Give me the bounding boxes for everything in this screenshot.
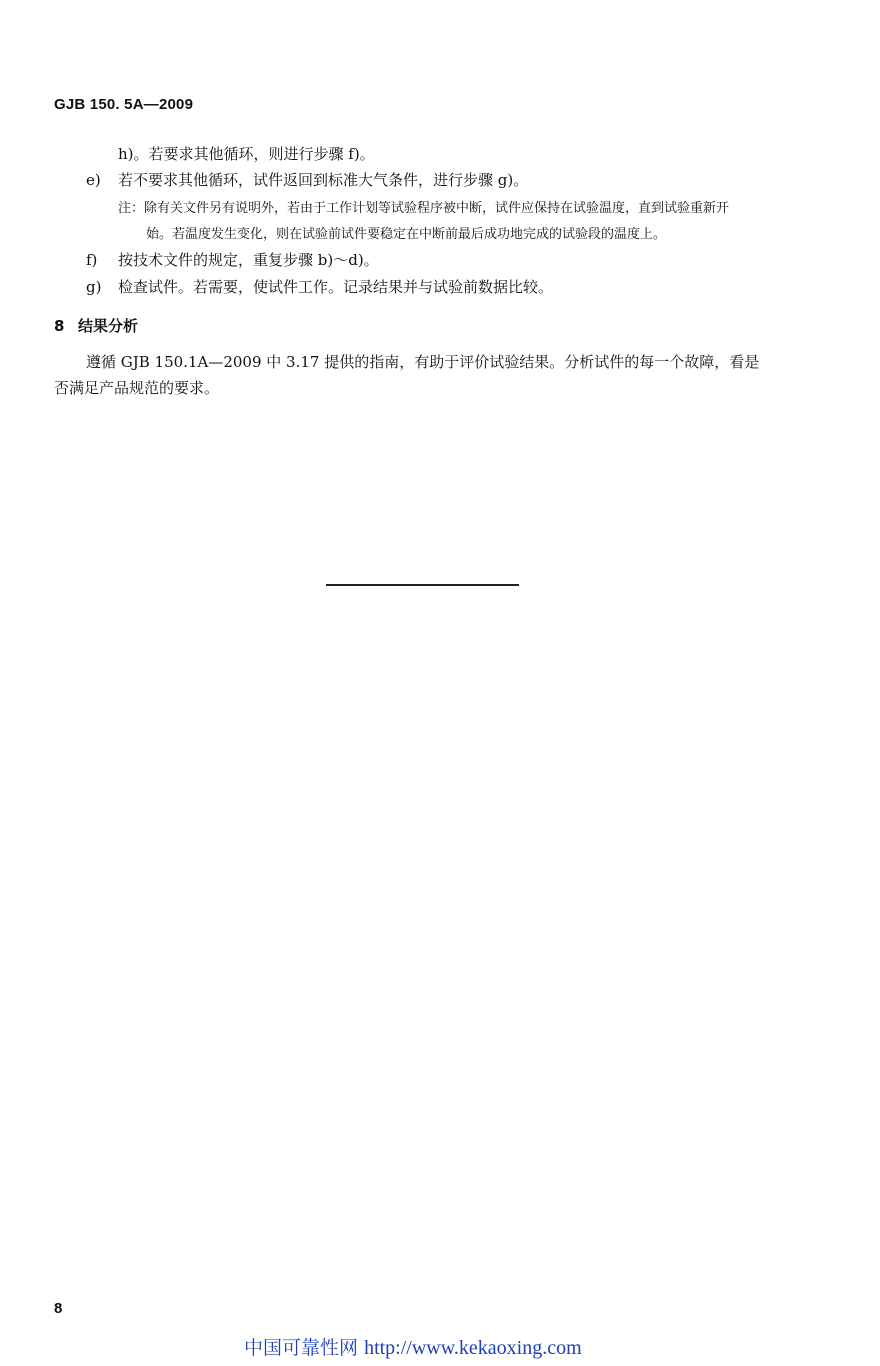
list-item-text: 检查试件。若需要，使试件工作。记录结果并与试验前数据比较。 [118,278,554,296]
list-item-label: f) [86,251,98,269]
document-code-header: GJB 150. 5A—2009 [54,96,194,113]
list-item-text: 按技术文件的规定，重复步骤 b)～d)。 [118,251,379,269]
end-of-text-rule [326,584,519,586]
section-title: 结果分析 [78,317,139,335]
site-name: 中国可靠性网 [244,1337,359,1359]
paragraph-line-1: 遵循 GJB 150.1A—2009 中 3.17 提供的指南，有助于评价试验结果。分析试件的每一个故障，看是 [86,353,760,371]
note-line-1: 注：除有关文件另有说明外，若由于工作计划等试验程序被中断，试件应保持在试验温度，直到试验重新开 [118,201,730,216]
list-item-label: e) [86,171,101,189]
site-url-link[interactable]: http://www.kekaoxing.com [364,1337,582,1359]
site-watermark [244,1333,582,1360]
paragraph-line-2: 否满足产品规范的要求。 [54,379,220,397]
note-line-2: 始。若温度发生变化，则在试验前试件要稳定在中断前最后成功地完成的试验段的温度上。 [146,227,667,242]
section-heading [54,315,138,336]
page-number: 8 [54,1300,63,1317]
section-number: 8 [54,317,65,335]
list-item-text: 若不要求其他循环，试件返回到标准大气条件，进行步骤 g)。 [118,171,529,189]
continued-step-line: h)。若要求其他循环，则进行步骤 f)。 [118,145,375,163]
list-item-label: g) [86,278,102,296]
